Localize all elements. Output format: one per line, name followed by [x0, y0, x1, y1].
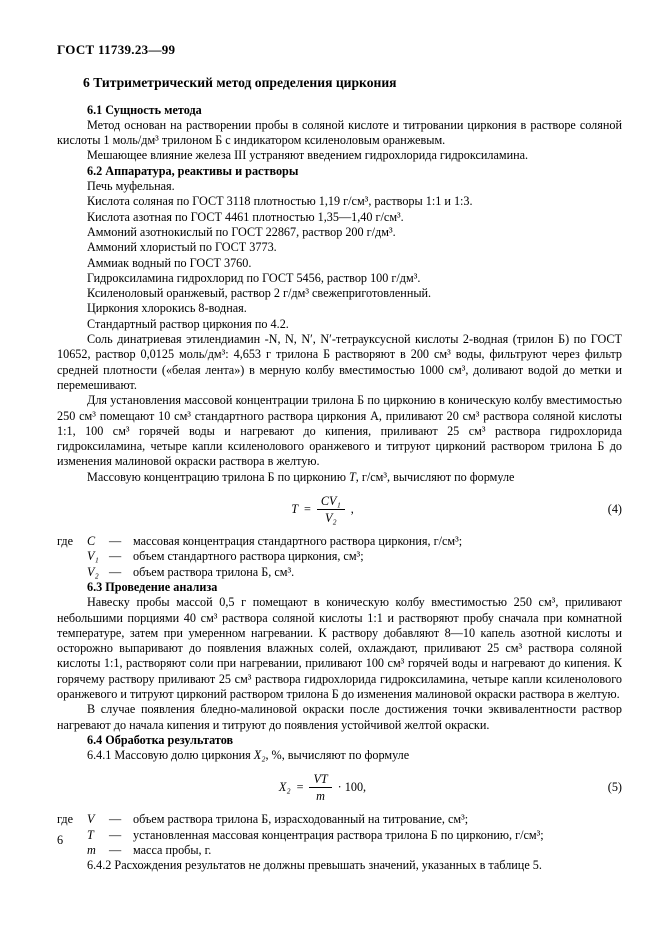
equals-sign: = — [296, 780, 304, 795]
definition-term: V — [87, 812, 95, 827]
equals-sign: = — [304, 501, 311, 516]
fraction-denominator: V₂ — [324, 511, 337, 526]
paragraph-text: , г/см³, вычисляют по формуле — [355, 469, 515, 484]
formula-4-body — [57, 494, 588, 525]
reagent-line: Кислота азотная по ГОСТ 4461 плотностью 1,35—1,40 г/см³. — [87, 209, 404, 224]
formula-4 — [57, 494, 622, 525]
definition-term: m — [87, 843, 96, 858]
definition-prefix: где — [57, 534, 74, 549]
reagent-line: Аммоний хлористый по ГОСТ 3773. — [87, 240, 277, 255]
definition-text: объем раствора трилона Б, см³. — [133, 564, 295, 579]
formula-trail: , — [350, 501, 354, 516]
definition-row — [57, 812, 622, 827]
definition-dash: — — [109, 843, 122, 858]
definition-term: V₁ — [87, 549, 99, 564]
paragraph-text: Массовую концентрацию трилона Б по цирконию — [87, 469, 349, 484]
paragraph: 6.4.2 Расхождения результатов не должны превышать значений, указанных в таблице 5. — [87, 858, 542, 873]
paragraph: Мешающее влияние железа III устраняют введением гидрохлорида гидроксиламина. — [87, 148, 529, 163]
fraction — [309, 772, 331, 803]
definition-dash: — — [109, 827, 122, 842]
definition-prefix: где — [57, 812, 74, 827]
reagent-line: Аммоний азотнокислый по ГОСТ 22867, раствор 200 г/дм³. — [87, 224, 396, 239]
equation-number: (5) — [607, 780, 622, 795]
formula-5 — [57, 772, 622, 803]
definition-text: объем раствора трилона Б, израсходованный на титрование, см³; — [133, 812, 469, 827]
reagent-line: Гидроксиламина гидрохлорид по ГОСТ 5456, раствор 100 г/дм³. — [87, 270, 421, 285]
definition-row — [57, 549, 622, 564]
paragraph: Соль динатриевая этилендиамин -N, N, N′, N′-тетрауксусной кислоты 2-водная (трилон Б) по ГОСТ 10652, раствор 0,0125 моль/дм³: 4,653 г трилона Б растворяют в 200 см³ воды, фильтруют через фильтр средней плотности («белая лента») в мерную колбу вместимостью 1000 см³, доливают водой до метки и перемешивают. — [57, 332, 622, 392]
definition-text: массовая концентрация стандартного раствора циркония, г/см³; — [133, 534, 463, 549]
definition-row — [57, 843, 622, 858]
fraction-denominator: m — [316, 789, 325, 804]
definition-row — [57, 828, 622, 843]
definition-prefix — [57, 549, 87, 564]
paragraph — [57, 748, 622, 763]
subheading-6-1: 6.1 Сущность метода — [87, 102, 202, 117]
section-title: 6 Титриметрический метод определения циркония — [83, 75, 397, 91]
definition-term: C — [87, 534, 96, 549]
variable-X2: X₂ — [253, 748, 266, 763]
definition-prefix — [57, 565, 87, 580]
paragraph — [57, 470, 622, 485]
reagent-line: Циркония хлорокись 8-водная. — [87, 301, 247, 316]
definition-row — [57, 565, 622, 580]
formula-trail: · 100, — [337, 780, 367, 795]
definition-term: V₂ — [87, 564, 99, 579]
paragraph-text: , %, вычисляют по формуле — [265, 748, 410, 763]
definition-row — [57, 534, 622, 549]
definition-text: установленная массовая концентрация раствора трилона Б по цирконию, г/см³; — [133, 827, 544, 842]
paragraph: В случае появления бледно-малиновой окраски после достижения точки эквивалентности раствор нагревают до начала кипения и титруют до появления устойчивой желтой окраски. — [57, 702, 622, 732]
fraction-numerator: VT — [309, 772, 331, 788]
formula-lhs: T — [291, 501, 299, 516]
page-number: 6 — [57, 832, 64, 847]
definition-dash: — — [109, 549, 122, 564]
subheading-6-4: 6.4 Обработка результатов — [87, 732, 234, 747]
fraction — [317, 494, 345, 525]
definition-text: масса пробы, г. — [133, 843, 212, 858]
formula-lhs: X₂ — [278, 780, 291, 795]
paragraph-text: 6.4.1 Массовую долю циркония — [87, 748, 254, 763]
definition-dash: — — [109, 534, 122, 549]
equation-number: (4) — [607, 501, 622, 516]
paragraph: Навеску пробы массой 0,5 г помещают в коническую колбу вместимостью 250 см³, приливают небольшими порциями 40 см³ раствора соляной кислоты 1:1 и растворяют пробу сначала при комнатной температуре, затем при умеренном нагревании. К раствору добавляют 8—10 капель азотной кислоты и осторожно выпаривают до появления влажных солей, охлаждают, приливают 25 см³ раствора соляной кислоты 1:1, растворяют соли при нагревании, приливают 100 см³ горячей воды и нагревают до кипения. К горячему раствору приливают 25 см³ раствора гидрохлорида гидроксиламина, четыре капли ксиленолового оранжевого и титруют цирконий раствором трилона Б до изменения малиновой окраски раствора в желтую. — [57, 595, 622, 701]
fraction-numerator: CV₁ — [317, 494, 345, 510]
definition-dash: — — [109, 812, 122, 827]
reagent-line: Печь муфельная. — [87, 179, 175, 194]
reagent-line: Аммиак водный по ГОСТ 3760. — [87, 255, 252, 270]
definition-dash: — — [109, 564, 122, 579]
variable-T: T — [348, 469, 356, 484]
paragraph: Метод основан на растворении пробы в соляной кислоте и титровании циркония в растворе соляной кислоты 1 моль/дм³ трилоном Б с индикатором ксиленоловым оранжевым. — [57, 117, 622, 148]
subheading-6-3: 6.3 Проведение анализа — [87, 579, 218, 594]
reagent-line: Стандартный раствор циркония по 4.2. — [87, 316, 289, 331]
reagent-line: Ксиленоловый оранжевый, раствор 2 г/дм³ свежеприготовленный. — [87, 286, 432, 301]
gost-number-header: ГОСТ 11739.23—99 — [57, 42, 176, 57]
definition-term: T — [87, 827, 94, 842]
reagent-line: Кислота соляная по ГОСТ 3118 плотностью 1,19 г/см³, растворы 1:1 и 1:3. — [87, 194, 473, 209]
paragraph: Для установления массовой концентрации трилона Б по цирконию в коническую колбу вместимостью 250 см³ помещают 10 см³ стандартного раствора циркония А, приливают 20 см³ раствора соляной кислоты 1:1, 100 см³ горячей воды и нагревают до кипения, приливают 25 см³ раствора гидрохлорида гидроксиламина, четыре капли ксиленолового оранжевого и титруют цирконий раствором трилона Б до изменения малиновой окраски раствора в желтую. — [57, 393, 622, 469]
formula-5-body — [57, 772, 588, 803]
subheading-6-2: 6.2 Аппаратура, реактивы и растворы — [87, 163, 299, 178]
definition-text: объем стандартного раствора циркония, см³; — [133, 549, 364, 564]
